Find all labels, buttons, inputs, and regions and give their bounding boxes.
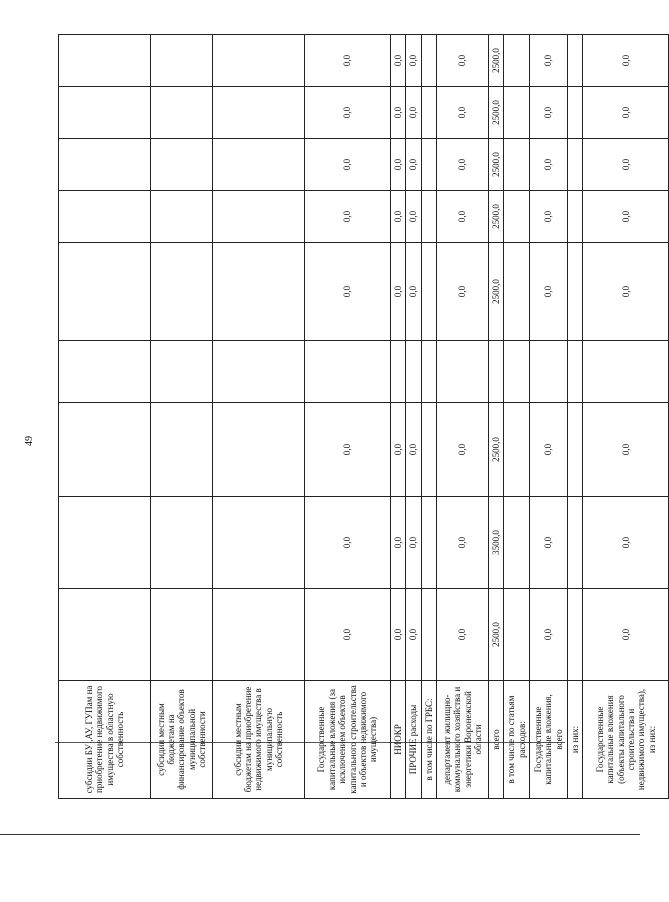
value-cell: 0,0	[305, 35, 391, 87]
value-cell: 0,0	[437, 403, 489, 497]
value-cell: 0,0	[530, 35, 568, 87]
value-cell	[391, 341, 406, 403]
table-row	[213, 35, 305, 799]
value-cell	[59, 403, 151, 497]
value-cell: 2500,0	[489, 87, 504, 139]
value-cell	[305, 341, 391, 403]
value-cell	[421, 35, 436, 87]
value-cell	[504, 403, 530, 497]
value-cell: 0,0	[406, 139, 421, 191]
value-cell: 0,0	[583, 191, 669, 243]
table-row	[583, 35, 669, 799]
value-cell: 0,0	[406, 243, 421, 341]
value-cell: 2500,0	[489, 191, 504, 243]
value-cell	[151, 403, 213, 497]
value-cell	[213, 191, 305, 243]
value-cell: 0,0	[437, 589, 489, 681]
value-cell: 0,0	[530, 87, 568, 139]
value-cell: 0,0	[437, 139, 489, 191]
value-cell: 0,0	[437, 497, 489, 589]
value-cell: 0,0	[305, 243, 391, 341]
value-cell: 0,0	[530, 497, 568, 589]
value-cell: 2500,0	[489, 243, 504, 341]
value-cell	[568, 497, 583, 589]
row-label: в том числе по ГРБС:	[421, 681, 436, 799]
row-label: всего	[489, 681, 504, 799]
value-cell	[568, 589, 583, 681]
value-cell	[568, 139, 583, 191]
row-label: департамент жилищно-коммунального хозяйства и энергетики Воронежской области	[437, 681, 489, 799]
value-cell: 0,0	[583, 35, 669, 87]
row-label: Государственные капитальные вложения, всего	[530, 681, 568, 799]
value-cell	[213, 243, 305, 341]
value-cell	[59, 35, 151, 87]
value-cell	[421, 341, 436, 403]
value-cell	[421, 139, 436, 191]
value-cell	[59, 497, 151, 589]
value-cell: 0,0	[583, 589, 669, 681]
program-title-cell	[420, 650, 480, 740]
value-cell: 0,0	[583, 243, 669, 341]
value-cell	[59, 139, 151, 191]
value-cell	[530, 341, 568, 403]
value-cell: 0,0	[305, 87, 391, 139]
row-label: НИОКР	[391, 681, 406, 799]
value-cell: 0,0	[437, 87, 489, 139]
row-label: ПРОЧИЕ расходы	[406, 681, 421, 799]
value-cell: 0,0	[391, 497, 406, 589]
program-cell	[420, 742, 440, 834]
value-cell	[504, 589, 530, 681]
value-cell	[504, 139, 530, 191]
value-cell: 0,0	[391, 589, 406, 681]
table-row	[504, 35, 530, 799]
value-cell: 0,0	[406, 589, 421, 681]
value-cell: 2500,0	[489, 589, 504, 681]
value-cell: 0,0	[305, 589, 391, 681]
value-cell: 0,0	[583, 139, 669, 191]
value-cell	[421, 403, 436, 497]
value-cell	[59, 191, 151, 243]
value-cell: 0,0	[305, 497, 391, 589]
value-cell: 0,0	[437, 243, 489, 341]
table-row	[151, 35, 213, 799]
value-cell	[151, 191, 213, 243]
value-cell: 0,0	[391, 139, 406, 191]
value-cell: 0,0	[530, 243, 568, 341]
page-number: 49	[24, 436, 35, 446]
value-cell	[59, 589, 151, 681]
value-cell	[151, 243, 213, 341]
value-cell	[504, 35, 530, 87]
table-row	[530, 35, 568, 799]
row-label: субсидии местным бюджетам на приобретение недвижимого имущества в муниципальную собственность	[213, 681, 305, 799]
value-cell	[504, 87, 530, 139]
value-cell: 0,0	[530, 589, 568, 681]
value-cell: 0,0	[530, 191, 568, 243]
table-row	[391, 35, 406, 799]
value-cell	[213, 589, 305, 681]
value-cell: 0,0	[406, 191, 421, 243]
value-cell	[421, 497, 436, 589]
value-cell	[151, 87, 213, 139]
value-cell: 0,0	[530, 139, 568, 191]
budget-table	[58, 34, 669, 799]
value-cell	[568, 35, 583, 87]
row-label: субсидии местным бюджетам на финансирование объектов муниципальной собственности	[151, 681, 213, 799]
row-label: Государственные капитальные вложения (за исключением объектов капитального строительства и объектов недвижимого имущества)	[305, 681, 391, 799]
value-cell	[59, 341, 151, 403]
value-cell: 2500,0	[489, 35, 504, 87]
value-cell	[151, 497, 213, 589]
value-cell	[151, 589, 213, 681]
table-row	[305, 35, 391, 799]
table-row	[568, 35, 583, 799]
value-cell	[213, 35, 305, 87]
value-cell	[504, 243, 530, 341]
value-cell: 0,0	[530, 403, 568, 497]
value-cell	[504, 341, 530, 403]
value-cell	[213, 87, 305, 139]
value-cell: 2500,0	[489, 139, 504, 191]
value-cell	[151, 139, 213, 191]
value-cell: 0,0	[391, 87, 406, 139]
row-label: из них:	[568, 681, 583, 799]
value-cell	[437, 341, 489, 403]
value-cell	[504, 191, 530, 243]
value-cell: 0,0	[305, 191, 391, 243]
value-cell	[504, 497, 530, 589]
value-cell: 0,0	[583, 497, 669, 589]
value-cell: 0,0	[391, 243, 406, 341]
value-cell: 0,0	[437, 35, 489, 87]
value-cell	[568, 403, 583, 497]
value-cell	[59, 243, 151, 341]
value-cell	[151, 341, 213, 403]
value-cell: 0,0	[406, 403, 421, 497]
value-cell	[489, 341, 504, 403]
value-cell	[568, 191, 583, 243]
value-cell: 0,0	[391, 35, 406, 87]
row-label: в том числе по статьям расходов:	[504, 681, 530, 799]
value-cell: 0,0	[406, 87, 421, 139]
value-cell: 3500,0	[489, 497, 504, 589]
row-label: субсидии БУ ,АУ, ГУПам на приобретение недвижимого имущества в областную собственность	[59, 681, 151, 799]
value-cell: 0,0	[391, 403, 406, 497]
value-cell	[568, 243, 583, 341]
value-cell	[213, 497, 305, 589]
row-label: Государственные капитальные вложения (объекты капитального строительства и недвижимого имущества), из них:	[583, 681, 669, 799]
table-row	[59, 35, 151, 799]
value-cell	[213, 403, 305, 497]
table-row	[489, 35, 504, 799]
table-row	[406, 35, 421, 799]
value-cell	[213, 341, 305, 403]
value-cell	[406, 341, 421, 403]
value-cell	[583, 341, 669, 403]
value-cell: 0,0	[391, 191, 406, 243]
value-cell: 0,0	[406, 35, 421, 87]
value-cell	[421, 87, 436, 139]
value-cell	[421, 191, 436, 243]
value-cell	[568, 341, 583, 403]
value-cell: 0,0	[583, 87, 669, 139]
value-cell: 0,0	[305, 139, 391, 191]
value-cell: 0,0	[583, 403, 669, 497]
value-cell: 2500,0	[489, 403, 504, 497]
value-cell: 0,0	[305, 403, 391, 497]
value-cell	[59, 87, 151, 139]
value-cell: 0,0	[437, 191, 489, 243]
value-cell	[421, 243, 436, 341]
value-cell	[213, 139, 305, 191]
value-cell	[151, 35, 213, 87]
value-cell	[568, 87, 583, 139]
value-cell: 0,0	[406, 497, 421, 589]
